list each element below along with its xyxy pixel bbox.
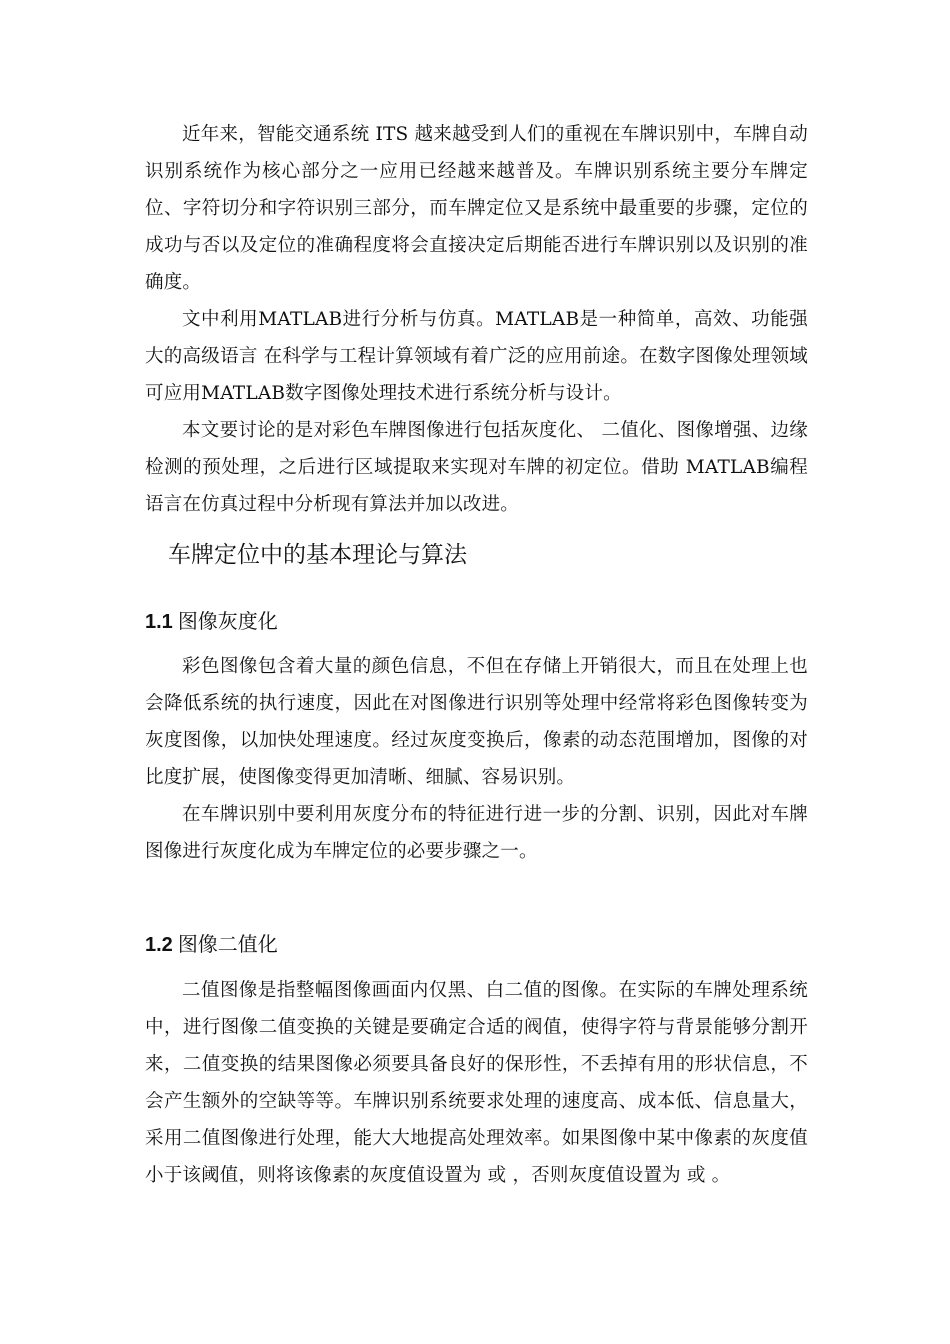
section-1-1-title: 图像灰度化 [177,609,278,633]
intro-paragraph-3: 本文要讨论的是对彩色车牌图像进行包括灰度化、 二值化、图像增强、边缘检测的预处理，之后进行区域提取来实现对车牌的初定位。借助 MATLAB编程语言在仿真过程中分析现有算法并加以改进。 [145,420,808,515]
intro-paragraph-1: 近年来，智能交通系统 ITS 越来越受到人们的重视在车牌识别中，车牌自动识别系统作为核心部分之一应用已经越来越普及。车牌识别系统主要分车牌定位、字符切分和字符识别三部分，而车牌定位又是系统中最重要的步骤，定位的成功与否以及定位的准确程度将会直接决定后期能否进行车牌识别以及识别的准确度。 [145,124,808,293]
section-1-1-paragraph-1: 彩色图像包含着大量的颜色信息，不但在存储上开销很大，而且在处理上也会降低系统的执行速度，因此在对图像进行识别等处理中经常将彩色图像转变为灰度图像，以加快处理速度。经过灰度变换后，像素的动态范围增加，图像的对比度扩展，使图像变得更加清晰、细腻、容易识别。 [145,656,808,788]
section-1-1-heading [145,606,278,637]
section-1-1-number: 1.1 [145,611,173,633]
section-1-2-number: 1.2 [145,934,173,956]
section-1-1-paragraph-2: 在车牌识别中要利用灰度分布的特征进行进一步的分割、识别，因此对车牌图像进行灰度化成为车牌定位的必要步骤之一。 [145,804,808,862]
section-1-2-title: 图像二值化 [177,932,278,956]
section-1-2-paragraph-1: 二值图像是指整幅图像画面内仅黑、白二值的图像。在实际的车牌处理系统中，进行图像二值变换的关键是要确定合适的阀值，使得字符与背景能够分割开来，二值变换的结果图像必须要具备良好的保形性，不丢掉有用的形状信息，不会产生额外的空缺等等。车牌识别系统要求处理的速度高、成本低、信息量大，采用二值图像进行处理，能大大地提高处理效率。如果图像中某中像素的灰度值小于该阈值，则将该像素的灰度值设置为 或 ，否则灰度值设置为 或 。 [145,980,808,1186]
section-1-2-heading [145,929,278,960]
chapter-title: 车牌定位中的基本理论与算法 [168,542,467,568]
intro-paragraph-2: 文中利用MATLAB进行分析与仿真。MATLAB是一种简单，高效、功能强大的高级语言 在科学与工程计算领域有着广泛的应用前途。在数字图像处理领域 可应用MATLAB数字图像处理技术进行系统分析与设计。 [145,309,808,404]
